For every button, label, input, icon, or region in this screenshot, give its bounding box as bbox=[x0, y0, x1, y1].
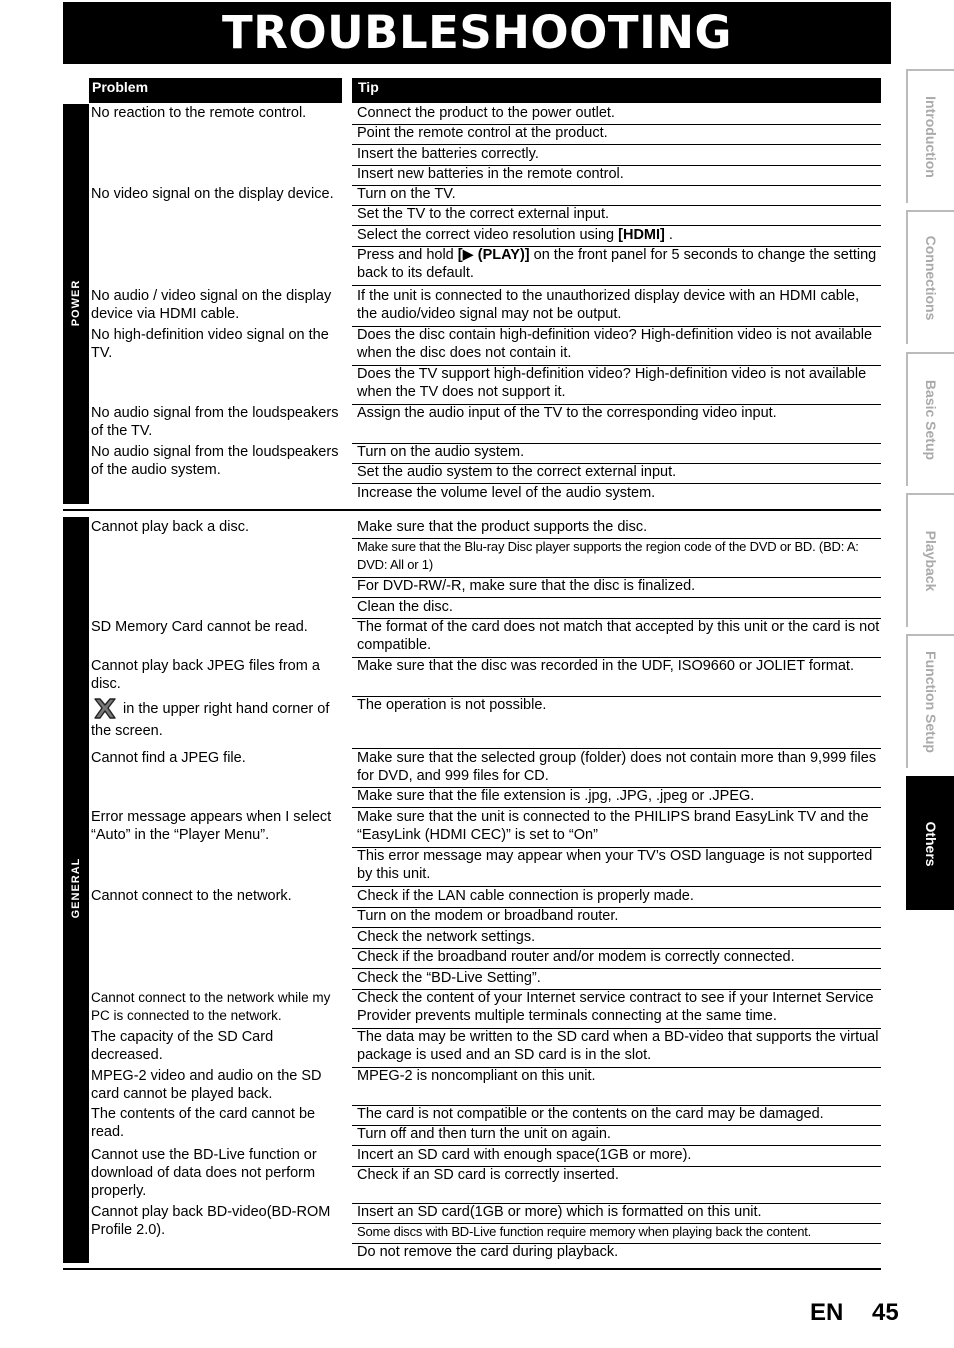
problem-text: MPEG-2 video and audio on the SD card cannot be played back. bbox=[91, 1068, 322, 1102]
tip-text: Make sure that the Blu-ray Disc player supports the region code of the DVD or BD. (BD: A: DVD: All or 1) bbox=[352, 538, 881, 578]
tip-text: Does the disc contain high-definition video? High-definition video is not available when the disc does not contain it. bbox=[352, 326, 881, 366]
tip-text: Connect the product to the power outlet. bbox=[352, 104, 881, 125]
tip-text bbox=[352, 246, 881, 286]
problem-text: No video signal on the display device. bbox=[91, 186, 334, 202]
tip-text-part: . bbox=[664, 227, 673, 243]
problem-text: No reaction to the remote control. bbox=[91, 105, 307, 121]
tip-text: Make sure that the selected group (folder) does not contain more than 9,999 files for DVD, and 999 files for CD. bbox=[352, 749, 881, 788]
tip-text: Check if the LAN cable connection is properly made. bbox=[352, 887, 881, 908]
tip-text: Turn on the TV. bbox=[352, 185, 881, 206]
problem-text: Error message appears when I select “Auto” in the “Player Menu”. bbox=[91, 809, 332, 843]
general-section-bar bbox=[63, 517, 89, 1263]
tip-text: Increase the volume level of the audio system. bbox=[357, 485, 656, 501]
side-tab-label: Function Setup bbox=[923, 651, 939, 753]
tip-text: Point the remote control at the product. bbox=[352, 124, 881, 145]
general-section-label: GENERAL bbox=[70, 857, 82, 919]
problem-text: SD Memory Card cannot be read. bbox=[91, 619, 308, 635]
tip-text: MPEG-2 is noncompliant on this unit. bbox=[352, 1067, 881, 1106]
tip-text-part: on the front panel for 5 seconds to change the setting back to its default. bbox=[357, 247, 877, 281]
side-tab-label: Others bbox=[923, 821, 939, 867]
tip-text: Do not remove the card during playback. bbox=[357, 1244, 619, 1260]
side-tab-introduction[interactable] bbox=[906, 69, 954, 203]
page-title: TROUBLESHOOTING bbox=[63, 2, 891, 64]
tip-text: Make sure that the file extension is .jpg, .JPG, .jpeg or .JPEG. bbox=[352, 787, 881, 808]
side-tab-playback[interactable] bbox=[906, 493, 954, 627]
tip-text: Clean the disc. bbox=[352, 598, 881, 619]
side-tab-function-setup[interactable] bbox=[906, 634, 954, 768]
tip-text: Turn off and then turn the unit on again. bbox=[352, 1125, 881, 1146]
problem-text bbox=[91, 696, 341, 740]
tip-text: For DVD-RW/-R, make sure that the disc is finalized. bbox=[352, 577, 881, 598]
tip-text: Assign the audio input of the TV to the corresponding video input. bbox=[352, 404, 881, 444]
tip-text: Make sure that the product supports the disc. bbox=[352, 518, 881, 539]
problem-text: Cannot find a JPEG file. bbox=[91, 750, 246, 766]
tip-text: Check if the broadband router and/or modem is correctly connected. bbox=[352, 948, 881, 969]
power-section-bar bbox=[63, 104, 89, 504]
tip-text: The operation is not possible. bbox=[352, 696, 881, 749]
page-number: 45 bbox=[872, 1299, 899, 1326]
problem-text: No audio signal from the loudspeakers of the TV. bbox=[91, 405, 339, 439]
tip-text: Check the network settings. bbox=[352, 928, 881, 949]
problem-text: Cannot connect to the network. bbox=[91, 888, 292, 904]
tip-text: Insert an SD card(1GB or more) which is formatted on this unit. bbox=[352, 1203, 881, 1224]
tip-text: Make sure that the unit is connected to the PHILIPS brand EasyLink TV and the “EasyLink (HDMI CEC)” is set to “On” bbox=[352, 808, 881, 848]
side-tab-label: Basic Setup bbox=[923, 379, 939, 461]
tip-text: Set the TV to the correct external input. bbox=[352, 205, 881, 226]
problem-text: No audio signal from the loudspeakers of the audio system. bbox=[91, 444, 339, 478]
side-tab-connections[interactable] bbox=[906, 210, 954, 344]
column-header-tip: Tip bbox=[352, 78, 881, 103]
tip-text: Check the “BD-Live Setting”. bbox=[352, 969, 881, 990]
tip-text-part: Press and hold bbox=[357, 247, 458, 263]
tip-text: Insert the batteries correctly. bbox=[352, 145, 881, 166]
tip-text: The card is not compatible or the contents on the card may be damaged. bbox=[352, 1105, 881, 1126]
problem-text: Cannot play back JPEG files from a disc. bbox=[91, 658, 320, 692]
tip-text: Make sure that the disc was recorded in the UDF, ISO9660 or JOLIET format. bbox=[352, 657, 881, 697]
hdmi-button-label: [HDMI] bbox=[618, 227, 665, 243]
problem-text-part: in the upper right hand corner of the screen. bbox=[91, 700, 330, 739]
section-divider bbox=[63, 509, 881, 511]
tip-text: Insert new batteries in the remote control. bbox=[352, 165, 881, 186]
tip-text: Check if an SD card is correctly inserted. bbox=[352, 1166, 881, 1204]
tip-text: The format of the card does not match that accepted by this unit or the card is not compatible. bbox=[352, 618, 881, 658]
tip-text: This error message may appear when your TV’s OSD language is not supported by this unit. bbox=[352, 847, 881, 887]
problem-text: Cannot use the BD-Live function or download of data does not perform properly. bbox=[91, 1147, 317, 1199]
side-tab-label: Introduction bbox=[923, 96, 939, 178]
power-section-label: POWER bbox=[70, 279, 82, 327]
problem-text: Cannot play back a disc. bbox=[91, 519, 249, 535]
tip-text: Check the content of your Internet service contract to see if your Internet Service Provider prevents multiple terminals connecting at the same time. bbox=[352, 989, 881, 1029]
table-bottom-rule bbox=[63, 1268, 881, 1270]
tip-text: Turn on the modem or broadband router. bbox=[352, 907, 881, 928]
side-tab-label: Playback bbox=[923, 530, 939, 592]
tip-text bbox=[352, 226, 881, 247]
problem-text: No audio / video signal on the display device via HDMI cable. bbox=[91, 288, 332, 322]
side-tab-basic-setup[interactable] bbox=[906, 352, 954, 486]
tip-text: If the unit is connected to the unauthorized display device with an HDMI cable, the audio/video signal may not be output. bbox=[352, 287, 881, 327]
side-tab-label: Connections bbox=[923, 235, 939, 321]
tip-text: Some discs with BD-Live function require memory when playing back the content. bbox=[352, 1223, 881, 1244]
problem-text: The capacity of the SD Card decreased. bbox=[91, 1029, 274, 1063]
column-header-problem: Problem bbox=[89, 78, 342, 103]
tip-text: Incert an SD card with enough space(1GB or more). bbox=[352, 1146, 881, 1167]
tip-text: Set the audio system to the correct external input. bbox=[352, 463, 881, 484]
problem-text: The contents of the card cannot be read. bbox=[91, 1106, 316, 1140]
language-code: EN bbox=[810, 1299, 844, 1326]
tip-text-part: Select the correct video resolution using bbox=[357, 227, 619, 243]
problem-text: Cannot connect to the network while my PC is connected to the network. bbox=[91, 990, 331, 1023]
side-tab-others[interactable] bbox=[906, 776, 954, 910]
problem-text: Cannot play back BD-video(BD-ROM Profile 2.0). bbox=[91, 1204, 331, 1238]
tip-text: Does the TV support high-definition video? High-definition video is not available when the TV does not support it. bbox=[352, 365, 881, 405]
tip-text: Turn on the audio system. bbox=[352, 443, 881, 464]
prohibited-x-icon bbox=[91, 696, 119, 722]
tip-text: The data may be written to the SD card when a BD-video that supports the virtual package is used and an SD card is in the slot. bbox=[352, 1028, 881, 1068]
problem-text: No high-definition video signal on the TV. bbox=[91, 327, 329, 361]
play-button-label: [▶ (PLAY)] bbox=[457, 247, 530, 263]
